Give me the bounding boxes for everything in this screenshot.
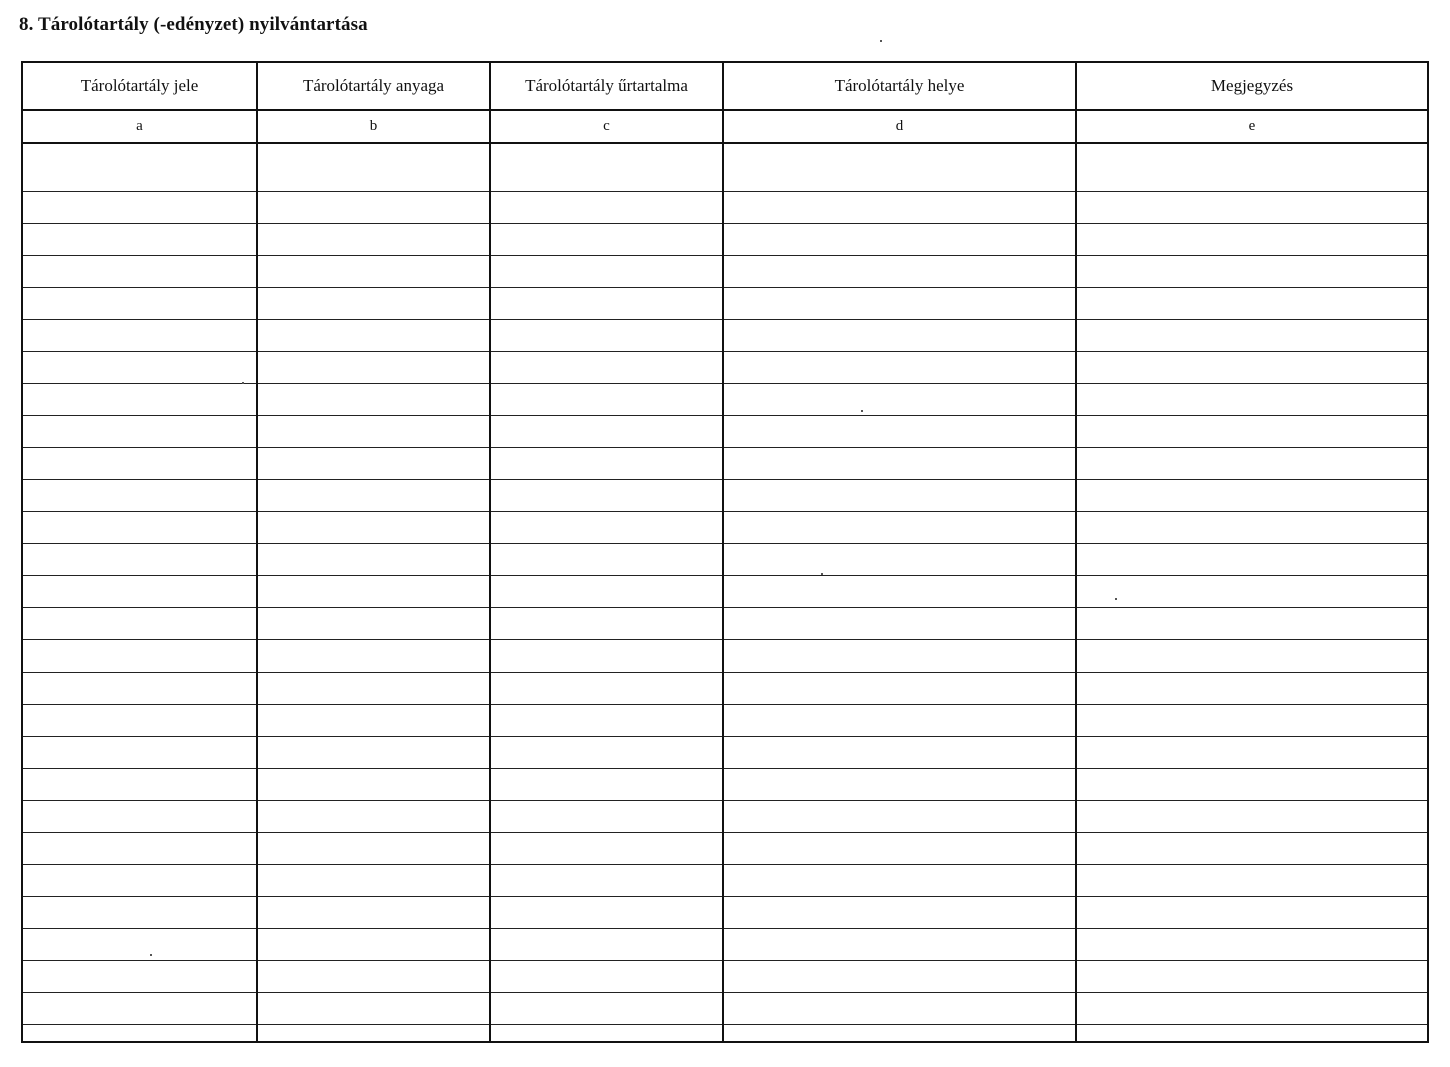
table-cell <box>490 640 723 672</box>
table-cell <box>490 800 723 832</box>
table-cell <box>723 1025 1076 1041</box>
table-cell <box>723 416 1076 448</box>
table-cell <box>490 896 723 928</box>
table-cell <box>257 544 490 576</box>
table-cell <box>23 255 257 287</box>
table-cell <box>723 993 1076 1025</box>
table-cell <box>723 576 1076 608</box>
table-row <box>23 351 1427 383</box>
scan-speck <box>150 954 152 956</box>
table-row <box>23 832 1427 864</box>
table-cell <box>723 929 1076 961</box>
table-row <box>23 864 1427 896</box>
table-cell <box>1076 800 1427 832</box>
table-row <box>23 223 1427 255</box>
table-cell <box>723 544 1076 576</box>
table-cell <box>257 961 490 993</box>
table-cell <box>723 512 1076 544</box>
table-cell <box>23 768 257 800</box>
table-cell <box>23 416 257 448</box>
table-row <box>23 672 1427 704</box>
table-cell <box>1076 416 1427 448</box>
table-cell <box>723 768 1076 800</box>
table-cell <box>723 287 1076 319</box>
table-cell <box>490 351 723 383</box>
table-cell <box>490 993 723 1025</box>
table-row <box>23 191 1427 223</box>
table-cell <box>1076 832 1427 864</box>
column-header-tank-location: Tárolótartály helye <box>723 63 1076 110</box>
table-cell <box>1076 704 1427 736</box>
table-cell <box>1076 448 1427 480</box>
column-letter-d: d <box>723 110 1076 143</box>
column-header-tank-capacity: Tárolótartály űrtartalma <box>490 63 723 110</box>
table-cell <box>23 191 257 223</box>
table-cell <box>23 544 257 576</box>
table-cell <box>23 576 257 608</box>
table-cell <box>257 319 490 351</box>
table-cell <box>490 576 723 608</box>
scan-speck <box>1115 598 1117 600</box>
table-row <box>23 1025 1427 1041</box>
table-cell <box>490 672 723 704</box>
table-cell <box>490 864 723 896</box>
table-cell <box>490 1025 723 1041</box>
table-cell <box>723 832 1076 864</box>
table-cell <box>723 143 1076 191</box>
table-cell <box>23 864 257 896</box>
table-row <box>23 319 1427 351</box>
table-body <box>23 143 1427 1041</box>
table-cell <box>723 640 1076 672</box>
column-letter-a: a <box>23 110 257 143</box>
table-cell <box>23 800 257 832</box>
table-cell <box>23 736 257 768</box>
table-cell <box>23 143 257 191</box>
table-cell <box>257 143 490 191</box>
table-row <box>23 896 1427 928</box>
table-cell <box>257 1025 490 1041</box>
table-row <box>23 544 1427 576</box>
table-cell <box>23 929 257 961</box>
table-cell <box>490 255 723 287</box>
table-cell <box>257 608 490 640</box>
table-cell <box>23 512 257 544</box>
table-row <box>23 143 1427 191</box>
scan-speck <box>861 410 863 412</box>
column-letter-c: c <box>490 110 723 143</box>
table-cell <box>23 287 257 319</box>
table-cell <box>23 1025 257 1041</box>
table-cell <box>723 480 1076 512</box>
table-cell <box>723 608 1076 640</box>
table-cell <box>257 896 490 928</box>
table-cell <box>490 704 723 736</box>
table-cell <box>257 768 490 800</box>
table-cell <box>257 672 490 704</box>
table-row <box>23 736 1427 768</box>
table-cell <box>1076 143 1427 191</box>
table-row <box>23 480 1427 512</box>
table-cell <box>1076 1025 1427 1041</box>
table-cell <box>723 672 1076 704</box>
table-cell <box>723 800 1076 832</box>
table-cell <box>257 736 490 768</box>
table-cell <box>490 319 723 351</box>
column-header-remarks: Megjegyzés <box>1076 63 1427 110</box>
table-cell <box>257 576 490 608</box>
table-cell <box>257 512 490 544</box>
table-cell <box>723 736 1076 768</box>
table-cell <box>723 864 1076 896</box>
table-cell <box>723 961 1076 993</box>
table-cell <box>23 223 257 255</box>
column-header-tank-id: Tárolótartály jele <box>23 63 257 110</box>
table-cell <box>23 608 257 640</box>
scan-speck <box>242 382 244 384</box>
table-cell <box>723 319 1076 351</box>
table-cell <box>1076 191 1427 223</box>
table-cell <box>23 672 257 704</box>
table-cell <box>1076 319 1427 351</box>
table-cell <box>1076 512 1427 544</box>
table-cell <box>1076 576 1427 608</box>
table-row <box>23 800 1427 832</box>
table-row <box>23 512 1427 544</box>
table-cell <box>723 383 1076 415</box>
table-cell <box>490 608 723 640</box>
table-cell <box>23 351 257 383</box>
table-cell <box>1076 383 1427 415</box>
table-cell <box>490 223 723 255</box>
table-cell <box>490 736 723 768</box>
table-cell <box>490 448 723 480</box>
page-title: 8. Tárolótartály (-edényzet) nyilvántartása <box>19 14 368 35</box>
table-cell <box>257 929 490 961</box>
table-cell <box>1076 351 1427 383</box>
table-cell <box>490 383 723 415</box>
table-cell <box>490 544 723 576</box>
table-row <box>23 287 1427 319</box>
table-cell <box>1076 544 1427 576</box>
table-cell <box>23 319 257 351</box>
column-letter-b: b <box>257 110 490 143</box>
table-cell <box>490 768 723 800</box>
table-cell <box>257 223 490 255</box>
table-cell <box>23 383 257 415</box>
table-cell <box>723 896 1076 928</box>
table-cell <box>257 448 490 480</box>
table-cell <box>490 832 723 864</box>
table-cell <box>1076 736 1427 768</box>
table-cell <box>490 512 723 544</box>
table-cell <box>490 191 723 223</box>
table-cell <box>1076 896 1427 928</box>
table-cell <box>1076 640 1427 672</box>
table-row <box>23 416 1427 448</box>
table-cell <box>1076 961 1427 993</box>
column-header-tank-material: Tárolótartály anyaga <box>257 63 490 110</box>
table-row <box>23 961 1427 993</box>
table-row <box>23 929 1427 961</box>
table-cell <box>23 832 257 864</box>
table-row <box>23 704 1427 736</box>
scan-speck <box>821 573 823 575</box>
table-row <box>23 640 1427 672</box>
table-cell <box>490 143 723 191</box>
table-cell <box>1076 255 1427 287</box>
table-cell <box>723 223 1076 255</box>
header-row <box>23 63 1427 110</box>
table-cell <box>257 864 490 896</box>
table-cell <box>1076 768 1427 800</box>
table-cell <box>723 704 1076 736</box>
table-cell <box>257 480 490 512</box>
table-cell <box>1076 672 1427 704</box>
table-cell <box>23 640 257 672</box>
register-table <box>21 61 1429 1043</box>
table-cell <box>257 383 490 415</box>
table-cell <box>1076 287 1427 319</box>
table-cell <box>490 416 723 448</box>
letter-row <box>23 110 1427 143</box>
table-cell <box>23 993 257 1025</box>
column-letter-e: e <box>1076 110 1427 143</box>
table-row <box>23 383 1427 415</box>
table-cell <box>257 832 490 864</box>
table-cell <box>257 640 490 672</box>
table-row <box>23 255 1427 287</box>
table-cell <box>723 351 1076 383</box>
table-cell <box>723 448 1076 480</box>
table-cell <box>257 255 490 287</box>
table-cell <box>257 993 490 1025</box>
table-cell <box>1076 608 1427 640</box>
table-cell <box>257 191 490 223</box>
table-cell <box>257 704 490 736</box>
table-cell <box>490 480 723 512</box>
table-row <box>23 608 1427 640</box>
table-cell <box>723 191 1076 223</box>
table-cell <box>1076 480 1427 512</box>
table-cell <box>1076 929 1427 961</box>
table-row <box>23 448 1427 480</box>
table-cell <box>1076 223 1427 255</box>
table-cell <box>257 351 490 383</box>
table-cell <box>23 480 257 512</box>
table-cell <box>723 255 1076 287</box>
table-cell <box>257 416 490 448</box>
table-cell <box>490 929 723 961</box>
table-cell <box>257 287 490 319</box>
table-cell <box>23 448 257 480</box>
table-cell <box>257 800 490 832</box>
table-row <box>23 576 1427 608</box>
table-cell <box>1076 993 1427 1025</box>
table-row <box>23 993 1427 1025</box>
table-cell <box>23 961 257 993</box>
table-cell <box>23 704 257 736</box>
table-row <box>23 768 1427 800</box>
table-cell <box>490 961 723 993</box>
table-cell <box>490 287 723 319</box>
table-cell <box>23 896 257 928</box>
scan-speck <box>880 40 882 42</box>
table-cell <box>1076 864 1427 896</box>
